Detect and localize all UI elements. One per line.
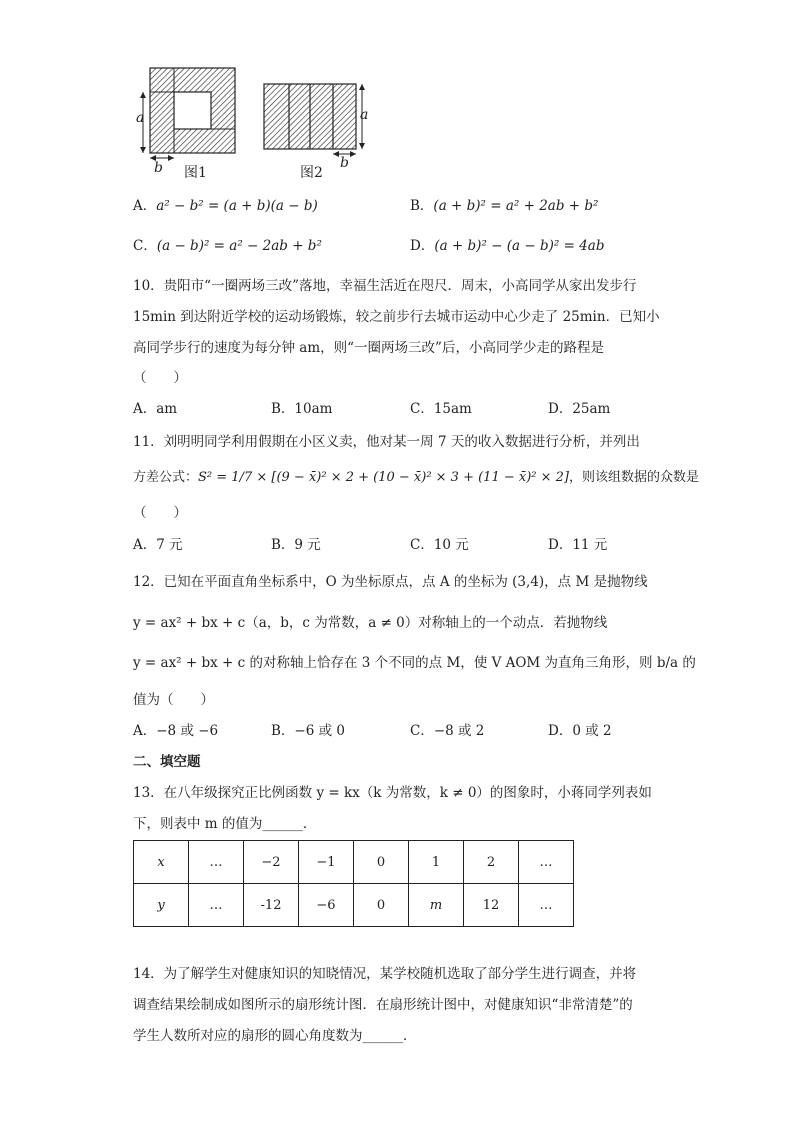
q11-option-b[interactable]: B．9 元 — [271, 537, 321, 553]
q10-line3: 高同学步行的速度为每分钟 am，则“一圈两场三改”后，小高同学少走的路程是 — [133, 340, 604, 356]
q11-option-c[interactable]: C．10 元 — [410, 537, 469, 553]
table-row — [134, 884, 574, 927]
q14-line3: 学生人数所对应的扇形的圆心角度数为______． — [133, 1028, 417, 1044]
figure-2 — [258, 78, 373, 168]
q13-line1: 13．在八年级探究正比例函数 y = kx（k 为常数，k ≠ 0）的图象时，小蒋同学列表如 — [133, 785, 652, 801]
q10-option-b[interactable]: B．10am — [271, 401, 333, 417]
table-cell: x — [134, 841, 189, 884]
q12-line2: y = ax² + bx + c（a，b，c 为常数，a ≠ 0）对称轴上的一个动点．若抛物线 — [133, 615, 608, 631]
q9-option-c[interactable]: C．(a − b)² = a² − 2ab + b² — [133, 238, 322, 254]
q13-line2: 下，则表中 m 的值为______． — [133, 816, 317, 832]
q9-option-d[interactable]: D．(a + b)² − (a − b)² = 4ab — [410, 238, 605, 254]
q10-line1: 10．贵阳市“一圈两场三改”落地，幸福生活近在咫尺．周末，小高同学从家出发步行 — [133, 278, 637, 294]
table-cell: −6 — [299, 884, 354, 927]
q12-line1: 12．已知在平面直角坐标系中，O 为坐标原点，点 A 的坐标为 (3,4)，点 M 是抛物线 — [133, 574, 648, 590]
fig1-label-b: b — [154, 160, 163, 176]
table-cell: … — [189, 841, 244, 884]
fig2-label-a: a — [360, 107, 369, 123]
table-cell: 2 — [464, 841, 519, 884]
fig2-caption: 图2 — [300, 165, 323, 181]
table-cell: -12 — [244, 884, 299, 927]
table-row — [134, 841, 574, 884]
fig1-caption: 图1 — [184, 165, 207, 181]
table-cell: y — [134, 884, 189, 927]
fig1-label-a: a — [136, 110, 145, 126]
table-cell: 1 — [409, 841, 464, 884]
q11-line2: 方差公式：S² = 1/7 × [(9 − x̄)² × 2 + (10 − x̄)² × 3 + (11 − x̄)² × 2]，则该组数据的众数是 — [133, 470, 700, 485]
q14-line2: 调查结果绘制成如图所示的扇形统计图．在扇形统计图中，对健康知识“非常清楚”的 — [133, 997, 633, 1013]
figure-1 — [130, 60, 245, 175]
q10-option-a[interactable]: A．am — [133, 401, 178, 417]
section-title-fill-in: 二、填空题 — [133, 754, 201, 770]
q11-option-a[interactable]: A．7 元 — [133, 537, 183, 553]
q12-line4: 值为（ ） — [133, 692, 214, 708]
table-cell: m — [409, 884, 464, 927]
q10-line2: 15min 到达附近学校的运动场锻炼，较之前步行去城市运动中心少走了 25min．已知小 — [133, 309, 660, 325]
table-cell: … — [519, 884, 574, 927]
q12-option-a[interactable]: A．−8 或 −6 — [133, 723, 219, 739]
table-cell: … — [189, 884, 244, 927]
q12-option-d[interactable]: D．0 或 2 — [548, 723, 612, 739]
table-cell: 0 — [354, 841, 409, 884]
q13-table — [133, 840, 574, 927]
table-cell: 12 — [464, 884, 519, 927]
q12-line3: y = ax² + bx + c 的对称轴上恰存在 3 个不同的点 M，使 V AOM 为直角三角形，则 b/a 的 — [133, 655, 696, 671]
q14-line1: 14．为了解学生对健康知识的知晓情况，某学校随机选取了部分学生进行调查，并将 — [133, 966, 637, 982]
q11-formula: S² = 1/7 × [(9 − x̄)² × 2 + (10 − x̄)² × 3 + (11 − x̄)² × 2] — [198, 470, 569, 485]
table-cell: −1 — [299, 841, 354, 884]
fig2-label-b: b — [340, 155, 349, 171]
table-cell: −2 — [244, 841, 299, 884]
table-cell: … — [519, 841, 574, 884]
q10-option-c[interactable]: C．15am — [410, 401, 472, 417]
table-cell: 0 — [354, 884, 409, 927]
q10-option-d[interactable]: D．25am — [548, 401, 611, 417]
q9-option-a[interactable]: A．a² − b² = (a + b)(a − b) — [133, 198, 318, 214]
q10-paren: （ ） — [133, 370, 187, 386]
q11-option-d[interactable]: D．11 元 — [548, 537, 608, 553]
q11-line1: 11．刘明明同学利用假期在小区义卖，他对某一周 7 天的收入数据进行分析，并列出 — [133, 434, 640, 450]
q12-option-b[interactable]: B．−6 或 0 — [271, 723, 345, 739]
q11-paren: （ ） — [133, 505, 187, 521]
q9-option-b[interactable]: B．(a + b)² = a² + 2ab + b² — [410, 198, 599, 214]
q12-option-c[interactable]: C．−8 或 2 — [410, 723, 485, 739]
